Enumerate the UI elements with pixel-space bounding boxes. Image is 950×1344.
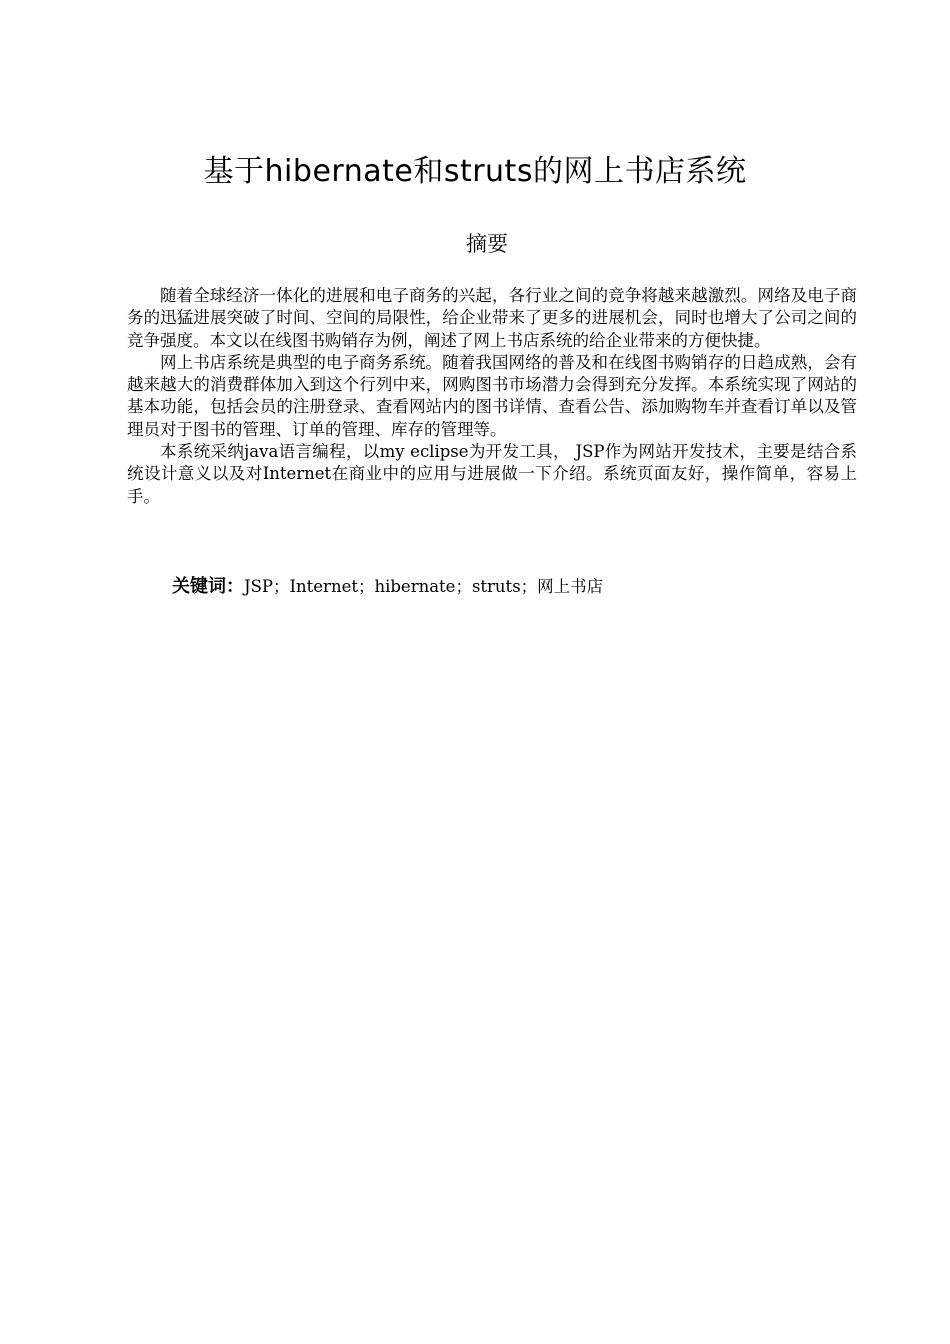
document-title: 基于hibernate和struts的网上书店系统 — [203, 154, 747, 189]
keywords-line — [172, 575, 852, 599]
abstract-body — [127, 285, 857, 508]
abstract-paragraph-2: 网上书店系统是典型的电子商务系统。随着我国网络的普及和在线图书购销存的日趋成熟，会有越来越大的消费群体加入到这个行列中来，网购图书市场潜力会得到充分发挥。本系统实现了网站的基本功能，包括会员的注册登录、查看网站内的图书详情、查看公告、添加购物车并查看订单以及管理员对于图书的管理、订单的管理、库存的管理等。 — [127, 352, 857, 439]
keywords-label: 关键词： — [172, 576, 244, 597]
abstract-heading: 摘要 — [466, 232, 508, 256]
abstract-paragraph-1: 随着全球经济一体化的进展和电子商务的兴起，各行业之间的竞争将越来越激烈。网络及电子商务的迅猛进展突破了时间、空间的局限性，给企业带来了更多的进展机会，同时也增大了公司之间的竞争强度。本文以在线图书购销存为例，阐述了网上书店系统的给企业带来的方便快捷。 — [127, 286, 857, 350]
abstract-paragraph-3: 本系统采纳java语言编程，以my eclipse为开发工具， JSP作为网站开发技术，主要是结合系统设计意义以及对Internet在商业中的应用与进展做一下介绍。系统页面友好，操作简单，容易上手。 — [127, 442, 857, 506]
keywords-list: JSP；Internet；hibernate；struts；网上书店 — [244, 577, 604, 596]
